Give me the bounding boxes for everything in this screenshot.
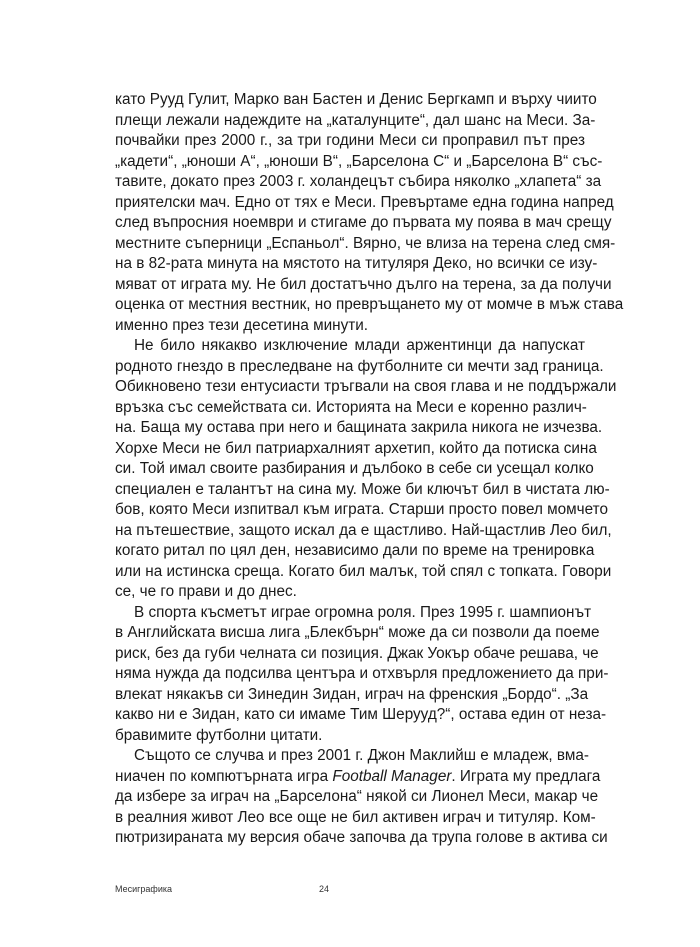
page-number: 24 bbox=[319, 884, 330, 894]
text-line: Същото се случва и през 2001 г. Джон Маклийш е младеж, вма- bbox=[134, 747, 589, 764]
text-line: да избере за играч на „Барселона“ някой си Лионел Меси, макар че bbox=[115, 788, 599, 805]
text-line: какво ни е Зидан, като си имаме Тим Шерууд?“, остава един от неза- bbox=[115, 706, 607, 723]
text-line: бов, която Меси изпитвал към играта. Старши просто повел момчето bbox=[115, 501, 608, 518]
text-line: или на истинска среща. Когато бил малък, той спял с топката. Говори bbox=[115, 562, 612, 580]
text-line: Хорхе Меси не бил патриархалният архетип, който да потиска сина bbox=[115, 439, 597, 457]
text-line: риск, без да губи челната си позиция. Джак Уокър обаче решава, че bbox=[115, 644, 599, 662]
text-line: приятелски мач. Едно от тях е Меси. Превъртаме една година напред bbox=[115, 193, 614, 211]
text-line: оценка от местния вестник, но превръщането му от момче в мъж става bbox=[115, 296, 624, 313]
text-line: след въпросния ноември и стигаме до първата му поява в мач срещу bbox=[115, 214, 612, 231]
text-line: в реалния живот Лео все още не бил активен играч и титуляр. Ком- bbox=[115, 808, 596, 826]
text-line: мяват от играта му. Не бил достатъчно дълго на терена, за да получи bbox=[115, 275, 612, 293]
text-line: родното гнездо в преследване на футболните си мечти зад граница. bbox=[115, 357, 604, 375]
text-line: специален е талантът на сина му. Може би ключът бил в чистата лю- bbox=[115, 480, 610, 498]
text-line: няма нужда да подсилва центъра и отхвърля предложението да при- bbox=[115, 665, 609, 682]
text-line: именно през тези десетина минути. bbox=[115, 316, 369, 334]
text-line: си. Той имал своите разбирания и дълбоко в себе си усещал колко bbox=[115, 460, 594, 477]
text-line: бравимите футболни цитати. bbox=[115, 726, 323, 744]
text-line: когато ритал по цял ден, независимо дали по време на тренировка bbox=[115, 542, 595, 559]
text-line: почвайки през 2000 г., за три години Меси си проправил път през bbox=[115, 132, 585, 149]
text-line: като Рууд Гулит, Марко ван Бастен и Денис Бергкамп и върху чиито bbox=[115, 91, 597, 108]
text-line: Обикновено тези ентусиасти тръгвали на своя глава и не поддържали bbox=[115, 378, 617, 395]
text-line: плещи лежали надеждите на „каталунците“, дал шанс на Меси. За- bbox=[115, 111, 596, 129]
text-line: тавите, докато през 2003 г. холандецът събира няколко „хлапета“ за bbox=[115, 173, 602, 190]
text-line: Не било някакво изключение млади аржентинци да напускат bbox=[134, 337, 585, 354]
text-line: „кадети“, „юноши А“, „юноши В“, „Барселона С“ и „Барселона В“ със- bbox=[115, 152, 603, 170]
body-text bbox=[115, 90, 624, 849]
text-line: местните съперници „Еспаньол“. Вярно, че влиза на терена след смя- bbox=[115, 234, 616, 252]
text-line: в Английската висша лига „Блекбърн“ може да си позволи да поеме bbox=[115, 624, 600, 641]
text-line: ниачен по компютърната игра Football Manager. Играта му предлага bbox=[115, 767, 601, 785]
text-line: на пътешествие, защото искал да е щастливо. Най-щастлив Лео бил, bbox=[115, 521, 612, 539]
text-line: пютризираната му версия обаче започва да трупа голове в актива си bbox=[115, 829, 608, 846]
text-line: В спорта късметът играе огромна роля. През 1995 г. шампионът bbox=[134, 603, 592, 621]
running-title: Месиграфика bbox=[115, 884, 172, 894]
text-line: влекат някакъв си Зинедин Зидан, играч на френския „Бордо“. „За bbox=[115, 685, 589, 703]
text-line: на. Баща му остава при него и бащината закрила никога не изчезва. bbox=[115, 419, 603, 436]
text-line: се, че го прави и до днес. bbox=[115, 583, 297, 600]
text-line: на в 82-рата минута на мястото на титуляря Деко, но всички се изу- bbox=[115, 255, 598, 272]
text-line: връзка със семействата си. Историята на Меси е коренно различ- bbox=[115, 398, 587, 416]
